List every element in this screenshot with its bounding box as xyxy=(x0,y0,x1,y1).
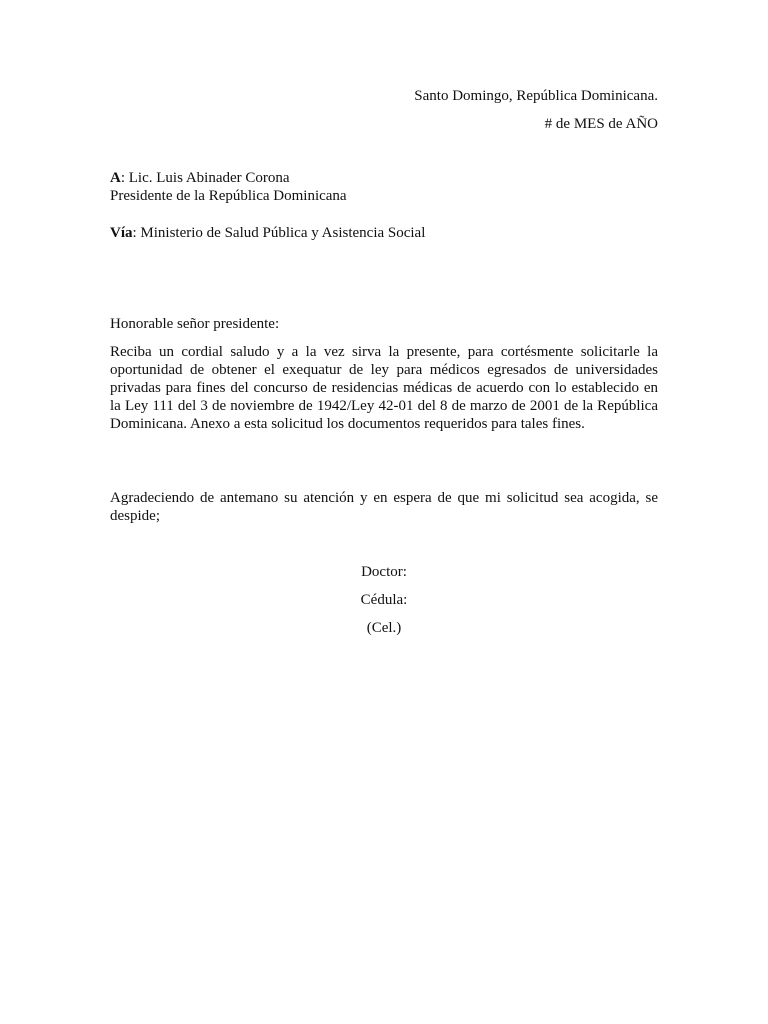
body-paragraph-2: Agradeciendo de antemano su atención y en espera de que mi solicitud sea acogida, se despide; xyxy=(110,490,658,524)
body-paragraph-1: Reciba un cordial saludo y a la vez sirva la presente, para cortésmente solicitarle la oportunidad de obtener el exequatur de ley para médicos egresados de universidades privadas para fines del concurso de residencias médicas de acuerdo con lo establecido en la Ley 111 del 3 de noviembre de 1942/Ley 42-01 del 8 de marzo de 2001 de la República Dominicana. Anexo a esta solicitud los documentos requeridos para tales fines. xyxy=(110,344,658,432)
signature-cel: (Cel.) xyxy=(366,620,402,636)
recipient-name: : Lic. Luis Abinader Corona xyxy=(120,170,290,186)
signature-cedula: Cédula: xyxy=(360,592,408,608)
place-line: Santo Domingo, República Dominicana. xyxy=(414,88,658,104)
signature-doctor: Doctor: xyxy=(361,564,407,580)
to-label: A xyxy=(110,170,121,186)
via-text: : Ministerio de Salud Pública y Asistencia Social xyxy=(132,225,426,241)
recipient-line xyxy=(110,169,658,187)
date-line: # de MES de AÑO xyxy=(544,116,658,132)
via-line xyxy=(110,224,658,242)
salutation: Honorable señor presidente: xyxy=(110,316,280,332)
via-label: Vía xyxy=(110,225,133,241)
recipient-title: Presidente de la República Dominicana xyxy=(110,188,347,204)
